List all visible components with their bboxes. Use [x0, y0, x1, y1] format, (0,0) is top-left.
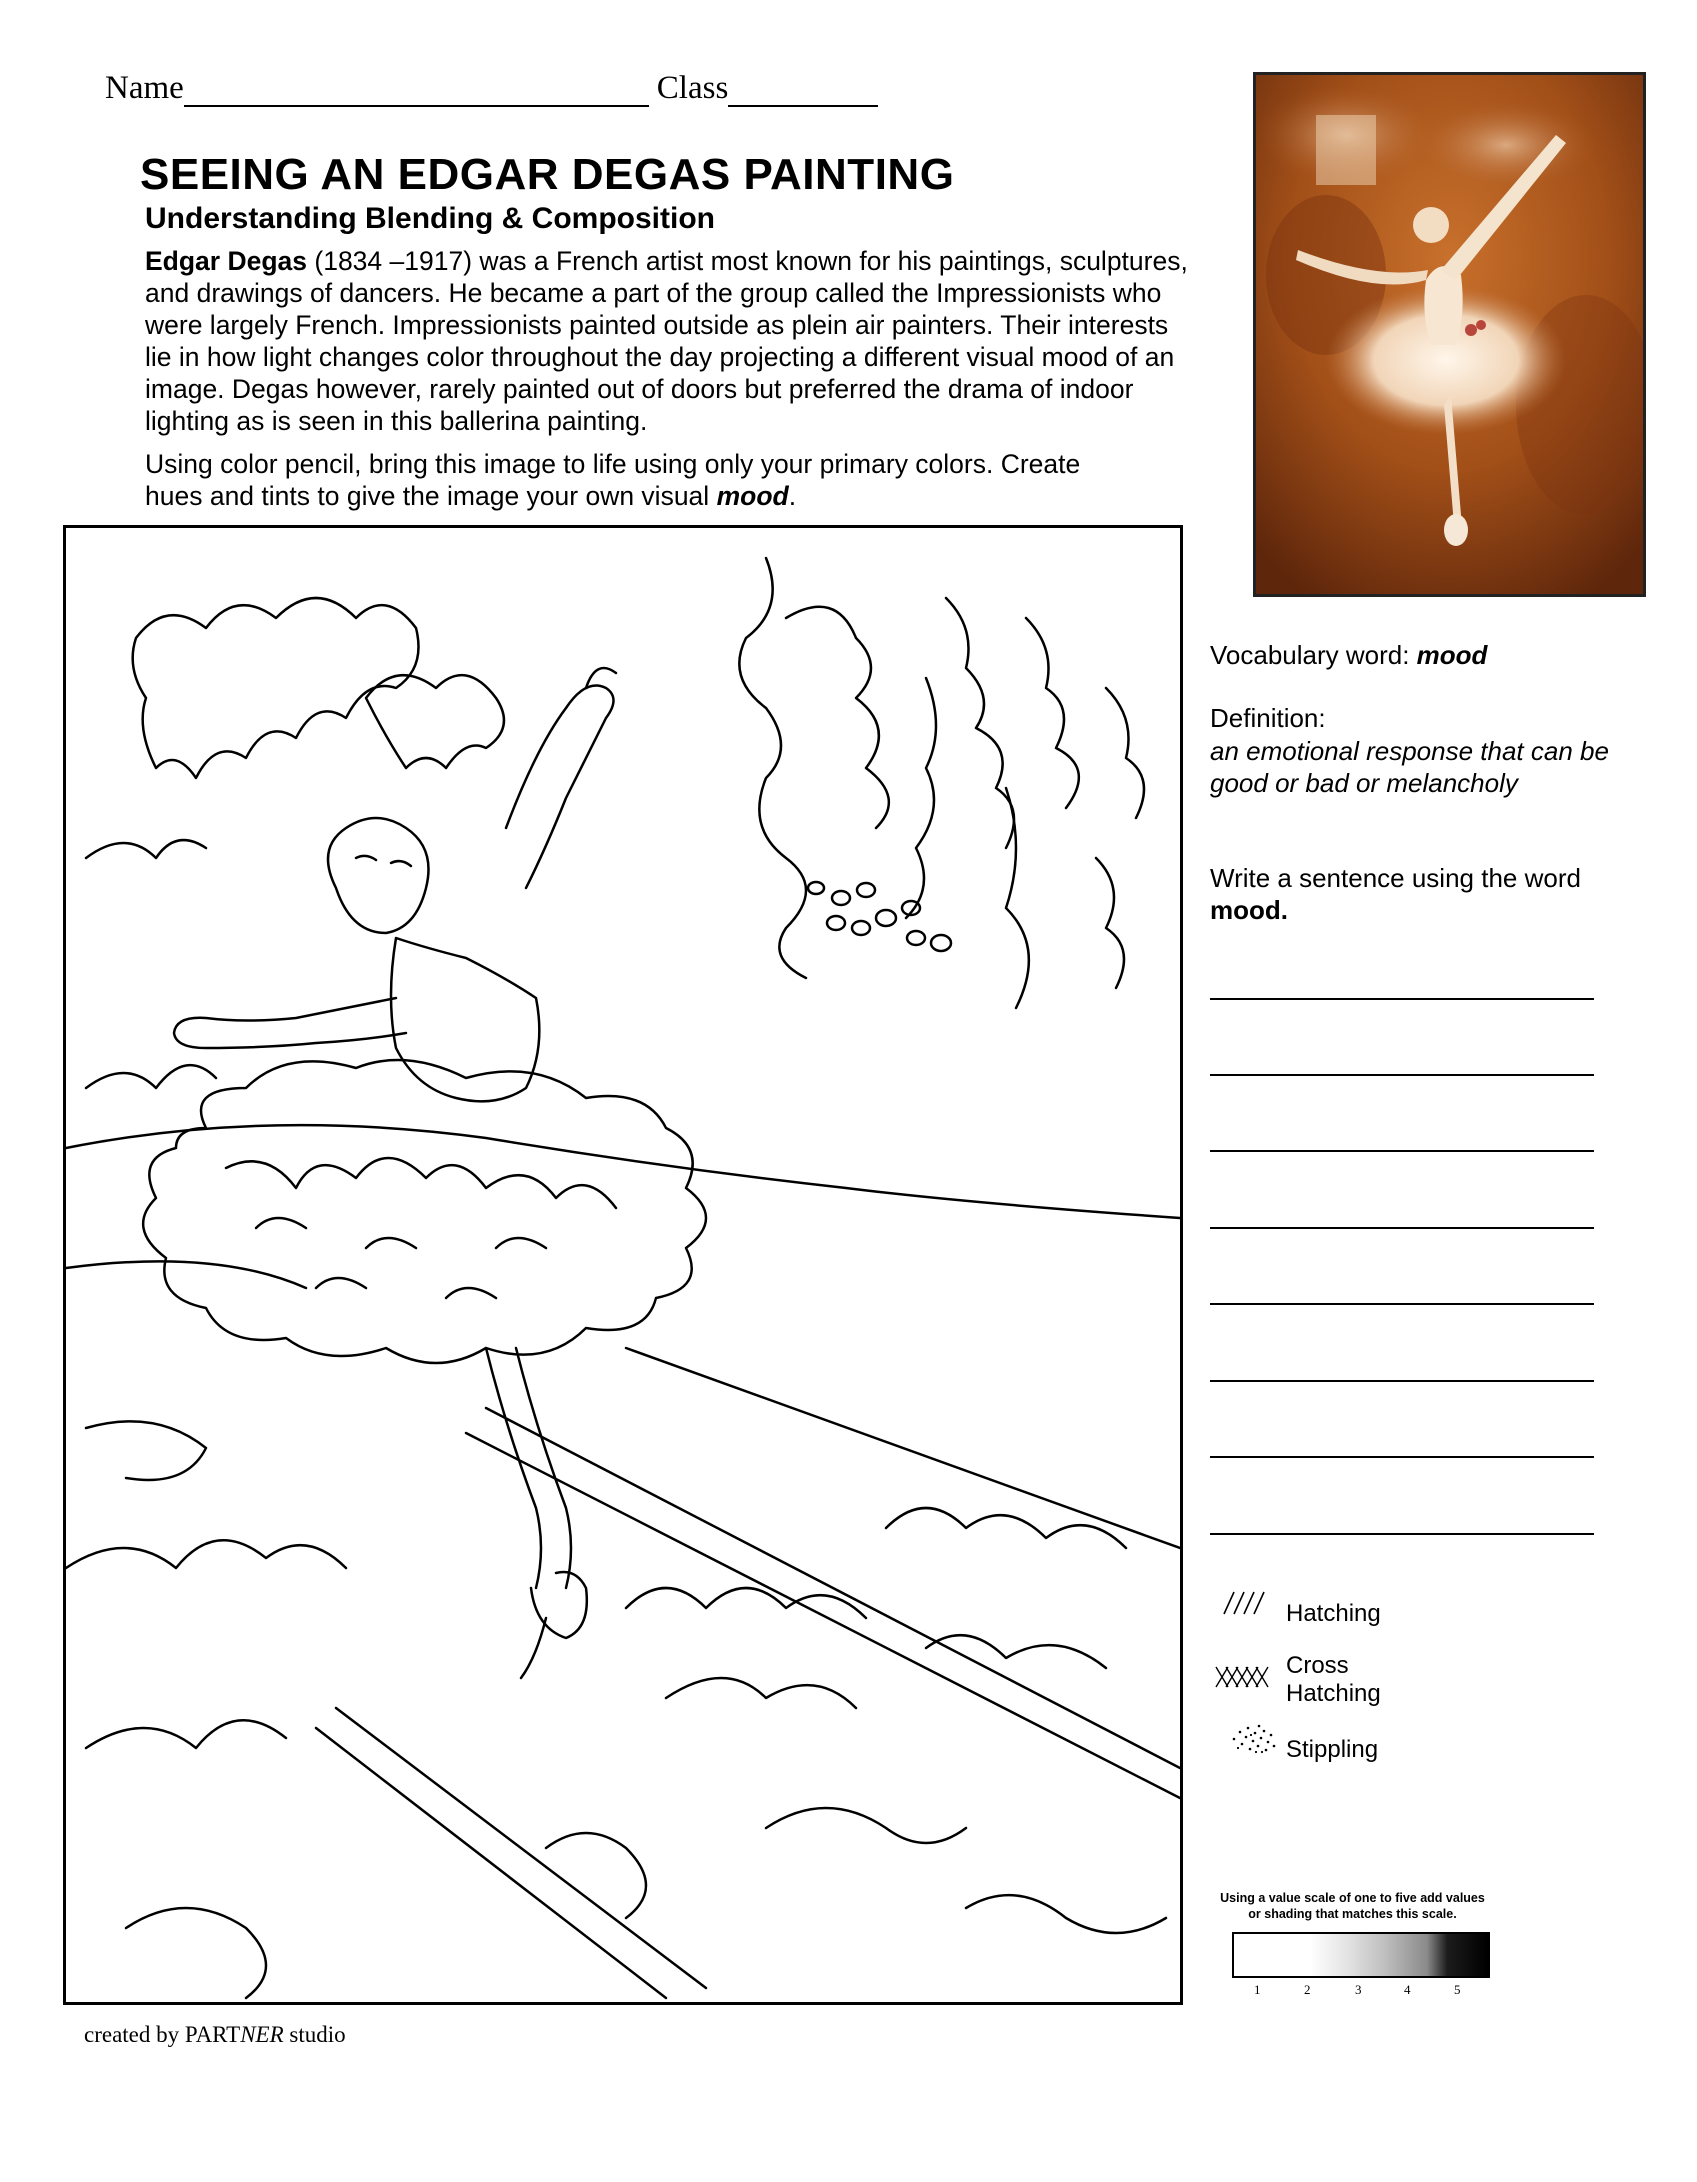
writing-line[interactable] [1210, 1074, 1594, 1076]
stippling-icon [1226, 1722, 1282, 1761]
name-label: Name [105, 70, 184, 106]
value-scale-caption: Using a value scale of one to five add values or shading that matches this scale. [1220, 1891, 1485, 1921]
ballerina-painting-image [1256, 75, 1643, 594]
hatching-icon [1222, 1588, 1270, 1621]
coloring-line-drawing[interactable] [63, 525, 1183, 2005]
degas-painting-photo [1253, 72, 1646, 597]
writing-line[interactable] [1210, 1150, 1594, 1152]
writing-line[interactable] [1210, 998, 1594, 1000]
name-class-row [105, 70, 878, 107]
value-tick: 2 [1304, 1982, 1311, 1997]
intro-text: (1834 –1917) was a French artist most known for his paintings, sculptures, and drawings of dancers. He became a part of the group called the Impressionists who were largely French. Impressionists painted outside as plein air painters. Their interests lie in how light changes color throughout the day projecting a different visual mood of an image. Degas however, rarely painted out of doors but preferred the drama of indoor lighting as is seen in this ballerina painting. [145, 246, 1188, 436]
stippling-label: Stippling [1286, 1736, 1379, 1763]
footer-suffix: studio [283, 2022, 346, 2047]
cross-hatching-label: Cross Hatching [1286, 1652, 1381, 1707]
value-scale-bar [1232, 1932, 1490, 1978]
footer-brand-upright: PART [184, 2022, 241, 2047]
intro-paragraph [145, 245, 1200, 437]
writing-line[interactable] [1210, 1380, 1594, 1382]
definition-label: Definition: [1210, 703, 1326, 733]
hatching-label: Hatching [1286, 1600, 1381, 1627]
class-blank-line[interactable] [728, 75, 878, 107]
instructions-emphasis: mood [716, 481, 789, 511]
instructions-paragraph [145, 448, 1145, 512]
name-blank-line[interactable] [184, 75, 649, 107]
instructions-end: . [788, 481, 797, 511]
value-tick: 1 [1254, 1982, 1261, 1997]
vocabulary-label: Vocabulary word: [1210, 640, 1417, 670]
definition-text: an emotional response that can be good or bad or melancholy [1210, 736, 1609, 798]
writing-line[interactable] [1210, 1533, 1594, 1535]
vocabulary-word [1210, 640, 1487, 671]
vocabulary-term: mood [1416, 640, 1488, 670]
page-title: SEEING AN EDGAR DEGAS PAINTING [140, 150, 955, 199]
ballerina-outline-drawing [66, 528, 1180, 2002]
cross-hatching-icon [1214, 1665, 1274, 1694]
value-tick: 3 [1355, 1982, 1362, 1997]
artist-name: Edgar Degas [145, 246, 308, 276]
value-tick: 5 [1454, 1982, 1461, 1997]
write-sentence-prompt [1210, 862, 1630, 926]
value-tick: 4 [1404, 1982, 1411, 1997]
class-label: Class [656, 70, 729, 106]
footer-credit [84, 2022, 346, 2048]
writing-line[interactable] [1210, 1227, 1594, 1229]
page-subtitle: Understanding Blending & Composition [145, 202, 715, 235]
footer-brand-italic: NER [240, 2022, 284, 2047]
instructions-text: Using color pencil, bring this image to life using only your primary colors. Create hues and tints to give the image your own visual [145, 449, 1081, 511]
footer-prefix: created by [84, 2022, 185, 2047]
writing-line[interactable] [1210, 1456, 1594, 1458]
prompt-text: Write a sentence using the word [1210, 863, 1581, 893]
prompt-word: mood. [1210, 895, 1288, 925]
writing-line[interactable] [1210, 1303, 1594, 1305]
